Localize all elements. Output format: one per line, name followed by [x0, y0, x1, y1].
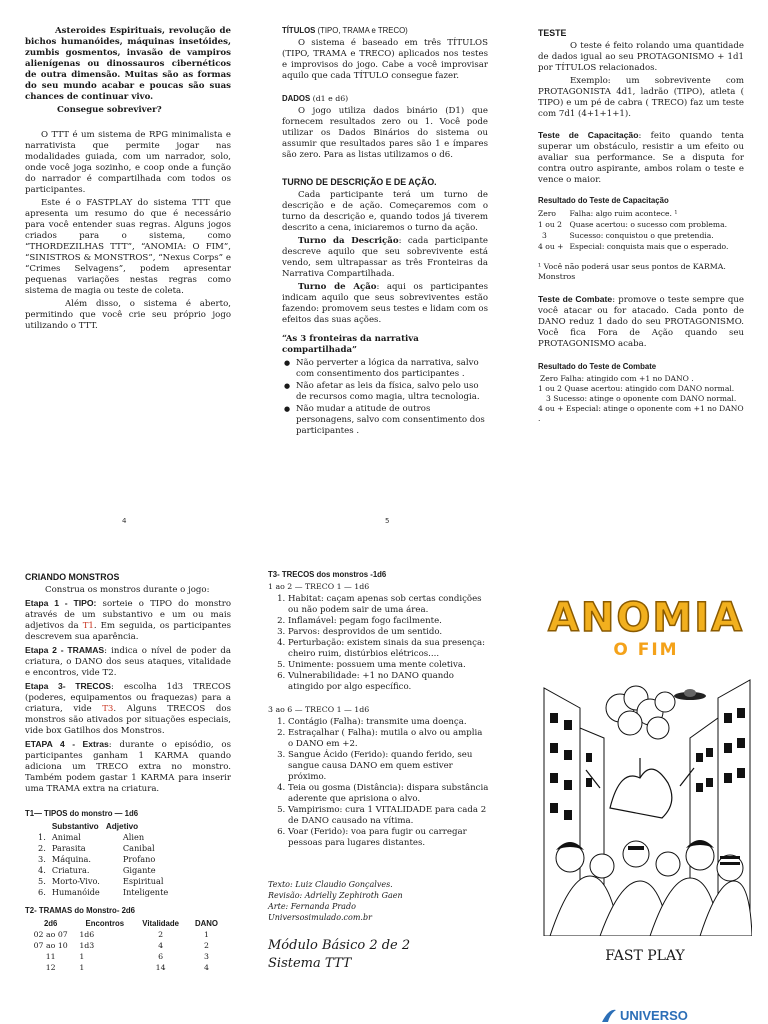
page-5 [282, 26, 488, 439]
combate-text: Teste de Combate: promove o teste sempre que você atacar ou for atacado. Cada ponto de DANO reduz 1 dado do seu PROTAGONISMO. Você fica Fora de Ação quando seu PROTAGONISMO acaba. [538, 294, 744, 349]
list-item: 1. Contágio (Falha): transmite uma doença. [288, 717, 490, 728]
list-item: 3 Sucesso: atinge o oponente com DANO normal. [546, 394, 737, 403]
t1-table [35, 821, 171, 898]
list-item: ● Não perverter a lógica da narrativa, salvo com consentimento dos participantes . [296, 358, 488, 380]
etapa-4: ETAPA 4 - Extras: durante o episódio, os participantes ganham 1 KARMA quando adiciona um TRECO extra no monstro. Também podem gastar 1 KARMA para inserir uma TRAMA extra na criatura. [25, 739, 231, 794]
p4-paragraph-3: Além disso, o sistema é aberto, permitindo que você crie seu próprio jogo utilizando o TTT. [25, 299, 231, 331]
p4-paragraph-2: Este é o FASTPLAY do sistema TTT que apresenta um resumo do que é necessário para você entender suas regras. Alguns jogos criados para o sistema, como “THORDEZILHAS TTT”, “ANOMIA: O FIM”, “SINISTROS & MONSTROS”, “Nexus Corps” e “Crimes Selvagens”, podem apresentar pequenas variações nestas regras como sistema de magia ou teste de coleta. [25, 198, 231, 296]
list-item: 4. Teia ou gosma (Distância): dispara substância aderente que aprisiona o alvo. [288, 783, 490, 805]
cover-illustration [540, 668, 752, 936]
list-item: 1. Habitat: caçam apenas sob certas condições ou não podem sair de uma área. [288, 594, 490, 616]
list-item: 5. Unimente: possuem uma mente coletiva. [288, 660, 490, 671]
list-item: Zero Falha: atingido com +1 no DANO . [540, 374, 694, 383]
table-header: 2d6 Encontros Vitalidade DANO [43, 919, 218, 928]
universo-logo [600, 1006, 688, 1024]
titulos-text: O sistema é baseado em três TÍTULOS (TIPO, TRAMA e TRECO) aplicados nos testes e improvisos do jogo. Cabe a você improvisar aquilo que cada TÍTULO consegue fazer. [282, 38, 488, 81]
table-row: 11 1 6 3 [45, 952, 209, 961]
page-8 [268, 570, 490, 973]
list-item: 6. Vulnerabilidade: +1 no DANO quando atingido por algo específico. [288, 671, 490, 693]
list-item: ● Não afetar as leis da física, salvo pelo uso de recursos como magia, ultra tecnologia. [296, 381, 488, 403]
teste-heading: TESTE [538, 28, 567, 38]
list-item: 3. Sangue Ácido (Ferido): quando ferido, seu sangue causa DANO em quem estiver próximo. [288, 750, 490, 783]
cover-title: ANOMIA [547, 595, 745, 641]
list-item: 3. Parvos: desprovidos de um sentido. [288, 627, 490, 638]
intro-text: Asteroides Espirituais, revolução de bichos humanóides, máquinas insetóides, zumbis gosmentos, invasão de vampiros alienígenas ou dinossauros cibernéticos de outra dimensão. Muitas são as formas do seu mundo acabar e poucas são suas chances de continuar vivo. [25, 26, 231, 102]
page-7 [25, 570, 231, 973]
table-row: 1 ou 2 Quase acertou: o sucesso com problema. [538, 220, 728, 229]
titulos-heading: TÍTULOS (TIPO, TRAMA e TRECO) [282, 26, 408, 35]
t2-heading: T2- TRAMAS do Monstro- 2d6 [25, 906, 136, 915]
credit-website: Universosimulado.com.br [268, 913, 372, 922]
credit-art: Arte: Fernanda Prado [268, 902, 356, 911]
universo-logo-text: UNIVERSO [620, 1007, 688, 1023]
table-row: 12 1 14 4 [45, 963, 209, 972]
t3-heading: T3- TRECOS dos monstros -1d6 [268, 570, 387, 579]
table-row: 1. Animal Alien [38, 832, 145, 842]
list-item: 6. Voar (Ferido): voa para fugir ou carregar pessoas para lugares distantes. [288, 827, 490, 849]
page-6 [538, 26, 744, 424]
criando-intro: Construa os monstros durante o jogo: [45, 585, 210, 595]
table-row: Zero Falha: algo ruim acontece. ¹ [538, 209, 678, 218]
table-row: 07 ao 10 1d3 4 2 [33, 941, 209, 950]
turno-descricao: Turno da Descrição: cada participante descreve aquilo que seu sobrevivente está vendo, sem ultrapassar as três Fronteiras da Narrativa Compartilhada. [282, 236, 488, 279]
dados-text: O jogo utiliza dados binário (D1) que fornecem resultados zero ou 1. Você pode utilizar os Dados Binários do sistema ou assumir que resultados pares são 1 e ímpares são zero. Para as listas utilizamos o d6. [282, 106, 488, 160]
list-item: 5. Vampirismo: cura 1 VITALIDADE para cada 2 de DANO causado na vítima. [288, 805, 490, 827]
t3-subheading-1: 1 ao 2 — TRECO 1 — 1d6 [268, 582, 370, 591]
t3-subheading-2: 3 ao 6 — TRECO 1 — 1d6 [268, 705, 370, 714]
etapa-3: Etapa 3- TRECOS: escolha 1d3 TRECOS (poderes, equipamentos ou fraquezas) para a criatura, vide T3. Alguns TRECOS dos monstros são ativados por situações especiais, vide box Gatilhos dos Monstros. [25, 681, 231, 736]
table-row: 5. Morto-Vivo. Espiritual [38, 876, 164, 886]
treco-list-2 [268, 717, 490, 849]
turno-heading: TURNO DE DESCRIÇÃO E DE AÇÃO. [282, 177, 437, 187]
page-number-5: 5 [385, 517, 390, 525]
treco-list-1 [268, 594, 490, 693]
fastplay-label: FAST PLAY [605, 948, 685, 964]
turno-text: Cada participante terá um turno de descrição e de ação. Começaremos com o turno da descrição e, quando todos já tiverem descrito a cena, iniciaremos o turno da ação. [282, 190, 488, 233]
list-item: 2. Estraçalhar ( Falha): mutila o alvo ou amplia o DANO em +2. [288, 728, 490, 750]
credit-text: Texto: Luiz Claudio Gonçalves. [268, 880, 393, 889]
table-row: 6. Humanóide Inteligente [38, 887, 169, 897]
list-item: 4. Perturbação: existem sinais da sua presença: cheiro ruim, distúrbios elétricos.... [288, 638, 490, 660]
teste-example: Exemplo: um sobrevivente com PROTAGONISTA 4d1, ladrão (TIPO), atleta ( TIPO) e um pé de cabra ( TRECO) faz um teste com 7d1 (4+1+1+1). [538, 76, 744, 119]
module-title: Módulo Básico 2 de 2 [268, 938, 411, 953]
etapa-2: Etapa 2 - TRAMAS: indica o nível de poder da criatura, o DANO dos seus ataques, vitalidade e encontros, vide T2. [25, 645, 232, 678]
credits [268, 879, 490, 923]
cap-result-heading: Resultado do Teste de Capacitação [538, 196, 669, 205]
list-item: ● Não mudar a atitude de outros personagens, salvo com consentimento dos participantes . [296, 404, 488, 437]
table-row: 2. Parasita Canibal [38, 843, 155, 853]
page-number-4: 4 [122, 517, 127, 525]
comb-result-list [538, 374, 744, 424]
list-item: 4 ou + Especial: atinge o oponente com +1 no DANO . [538, 404, 744, 423]
cover-subtitle: O FIM [613, 640, 679, 660]
universo-logo-icon [600, 1006, 618, 1024]
list-item: 1 ou 2 Quase acertou: atingido com DANO normal. [538, 384, 735, 393]
t2-table [25, 918, 225, 973]
teste-text: O teste é feito rolando uma quantidade de dados igual ao seu PROTAGONISMO + 1d1 por TÍTULOS relacionados. [538, 41, 744, 73]
dados-heading: DADOS (d1 e d6) [282, 94, 349, 103]
etapa-1: Etapa 1 - TIPO: sorteie o TIPO do monstro através de um substantivo e um ou mais adjetivos da T1. Em seguida, os participantes descrevem sua aparência. [25, 598, 232, 642]
criando-monstros-heading: CRIANDO MONSTROS [25, 572, 120, 582]
fronteiras-list [282, 358, 488, 437]
comb-result-heading: Resultado do Teste de Combate [538, 362, 657, 371]
table-header: Substantivo Adjetivo [51, 822, 139, 831]
page-4 [25, 26, 231, 334]
list-item: 2. Inflamável: pegam fogo facilmente. [288, 616, 490, 627]
table-row: 3. Máquina. Profano [38, 854, 156, 864]
footnote: ¹ Você não poderá usar seus pontos de KARMA. Monstros [538, 262, 726, 281]
fronteiras-heading: “As 3 fronteiras da narrativa compartilhada” [282, 334, 419, 355]
intro-question: Consegue sobreviver? [57, 105, 162, 115]
cap-result-table [538, 208, 731, 252]
capacitacao-text: Teste de Capacitação: feito quando tenta superar um obstáculo, resistir a um efeito ou avaliar sua performance. Se a disputa for contra outro aspirante, ambos rolam o teste e vence o maior. [538, 130, 744, 185]
system-title: Sistema TTT [268, 956, 352, 971]
p4-paragraph-1: O TTT é um sistema de RPG minimalista e narrativista que permite jogar nas modalidades guiada, com um narrador, solo, onde você joga sozinho, e coop onde a função do narrador é compartilhada com todos os participantes. [25, 130, 231, 195]
table-row: 4 ou + Especial: conquista mais que o esperado. [538, 242, 729, 251]
table-row: 3 Sucesso: conquistou o que pretendia. [542, 231, 714, 240]
table-row: 4. Criatura. Gigante [38, 865, 156, 875]
credit-revision: Revisão: Adrielly Zephiroth Gaen [268, 891, 403, 900]
turno-acao: Turno de Ação: aqui os participantes indicam aquilo que seus sobreviventes estão fazendo: promovem seus testes e lidam com os efeitos das suas ações. [282, 282, 489, 325]
t1-heading: T1— TIPOS do monstro — 1d6 [25, 809, 139, 818]
table-row: 02 ao 07 1d6 2 1 [33, 930, 209, 939]
